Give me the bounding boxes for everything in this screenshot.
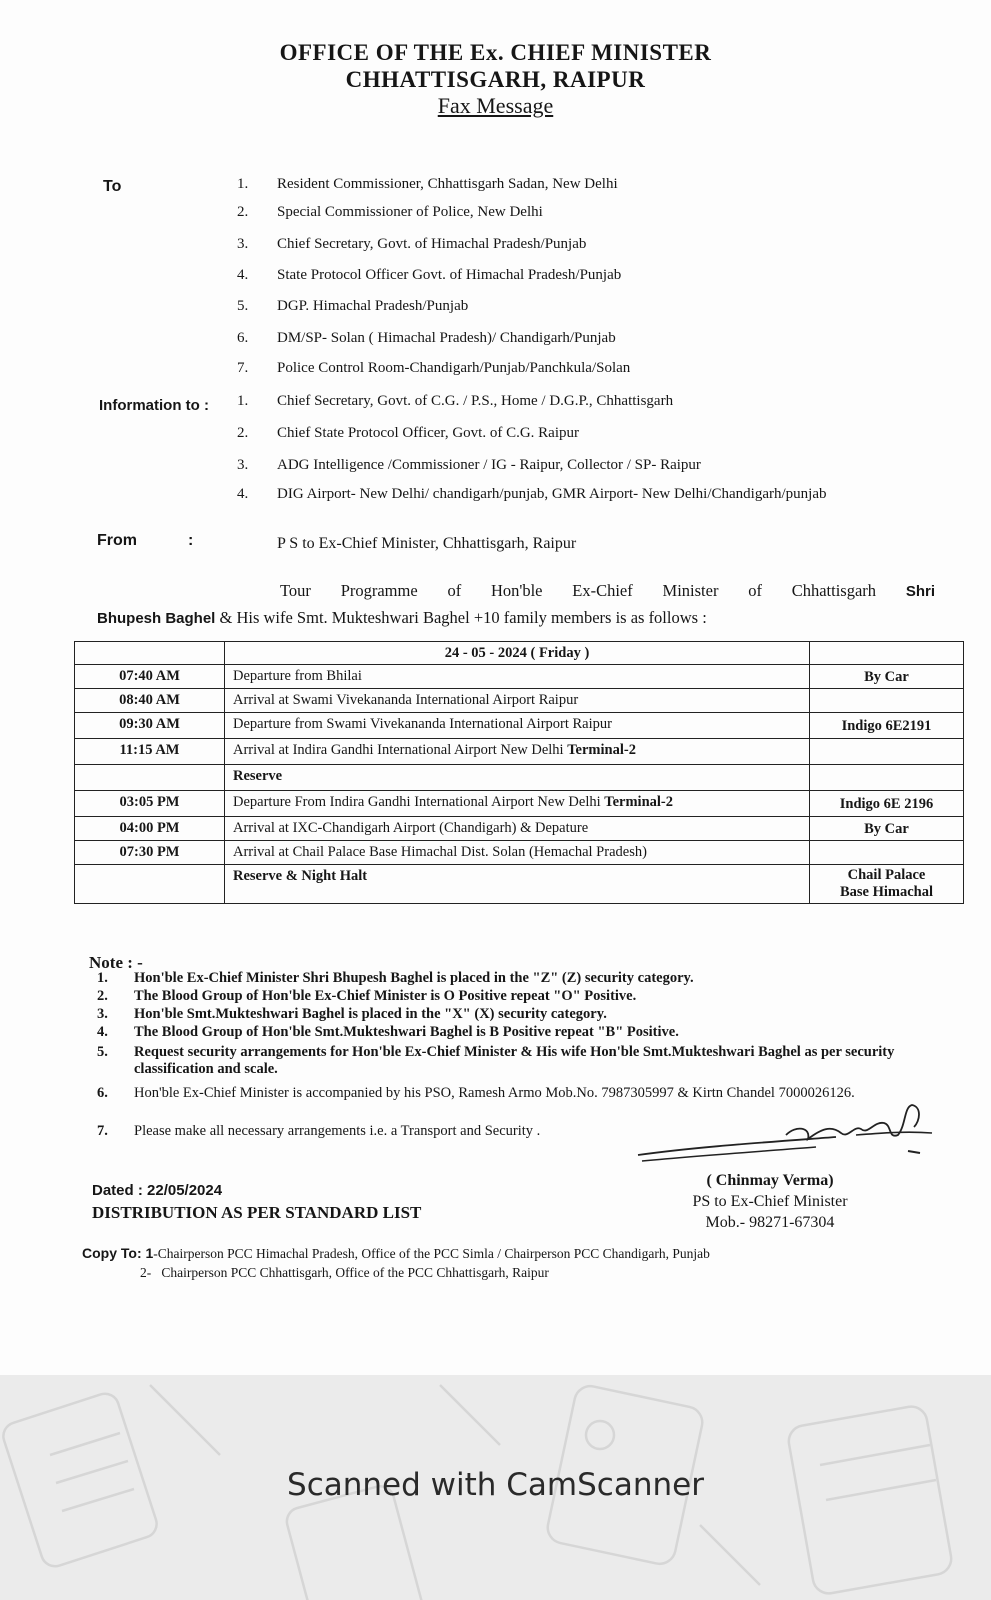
- mode-cell: [810, 765, 964, 791]
- time-cell: 07:30 PM: [75, 841, 225, 865]
- detail-cell: Departure from Swami Vivekananda International Airport Raipur: [225, 713, 810, 739]
- detail-cell: Arrival at Chail Palace Base Himachal Dist. Solan (Hemachal Pradesh): [225, 841, 810, 865]
- time-cell: 09:30 AM: [75, 713, 225, 739]
- fax-document: OFFICE OF THE Ex. CHIEF MINISTER CHHATTISGARH, RAIPUR Fax Message To 1. Resident Commissioner, Chhattisgarh Sadan, New Delhi 2. Special Commissioner of Police, New Delhi 3. Chief Secretary, Govt. of Himachal Pradesh/Punjab 4. State Protocol Officer Govt. of Himachal Pradesh/Punjab 5. DGP. Himachal Pradesh/Punjab 6. DM/SP- Solan ( Himachal Pradesh)/ Chandigarh/Punjab 7. Police Control Room-Chandigarh/Punjab/Panchkula/Solan Information to : 1. Chief Secretary, Govt. of C.G. / P.S., Home / D.G.P., Chhattisgarh 2. Chief State Protocol Officer, Govt. of C.G. Raipur 3. ADG Intelligence /Commissioner / IG - Raipur, Collector / SP- Raipur 4. DIG Airport- New Delhi/ chandigarh/punjab, GMR Airport- New Delhi/Chandigarh/punjab From : P S to Ex-Chief Minister, Chhattisgarh, Raipur Tour Programme of Hon'ble Ex-Chief Minister of Chhattisgarh Shri Bhupesh Baghel & His wife Smt. Mukteshwari Baghel +10 family members is as follows : 24 - 05 - 2024 ( Friday ) 07:40 AM Departure from Bhilai By Car 08:40 AM Arrival at Swami Vivekananda International Airport Raipur 09:30 AM Departure from Swami Vivekananda International Airport Raipur Indigo 6E2191 11:15 AM Arrival at Indira Gandhi International Airport New Delhi Terminal-2 Reserve 03:05 PM Departure From Indira Gandhi International Airport New Delhi Terminal-2 Indigo 6E 2196 04:00 PM Arrival at IXC-Chandigarh Airport (Chandigarh) & Depature By Car 07:30 PM Arrival at Chail Palace Base Himachal Dist. Solan (Hemachal Pradesh) Reserve & Night Halt Chail Palace Base Himachal Note : - 1. Hon'ble Ex-Chief Minister Shri Bhupesh Baghel is placed in the "Z" (Z) security category. 2. The Blood Group of Hon'ble Ex-Chief Minister is O Positive repeat "O" Positive. 3. Hon'ble Smt.Mukteshwari Baghel is placed in the "X" (X) security category. 4. The Blood Group of Hon'ble Smt.Mukteshwari Baghel is B Positive repeat "B" Positive. 5. Request security arrangements for Hon'ble Ex-Chief Minister & His wife Hon'ble Smt.Mukteshwari Baghel as per security classification and scale. 6. Hon'ble Ex-Chief Minister is accompanied by his PSO, Ramesh Armo Mob.No. 7987305997 & Kirtn Chandel 7000026126. 7. Please make all necessary arrangements i.e. a Transport and Security . ( Chinmay Verma) PS to Ex-Chief Minister Mob.- 98271-67304 Dated : 22/05/2024 DISTRIBUTION AS PER STANDARD LIST Copy To: 1-Chairperson PCC Himachal Pradesh, Office of the PCC Simla / Chairperson PCC Chandigarh, Punjab 2- Chairperson PCC Chhattisgarh, Office of the PCC Chhattisgarh, Raipur: [0, 0, 991, 1375]
- copy-to-line1: Copy To: 1-Chairperson PCC Himachal Pradesh, Office of the PCC Simla / Chairperson PCC Chandigarh, Punjab: [82, 1245, 710, 1261]
- mode-cell: By Car: [810, 665, 964, 689]
- time-cell: 08:40 AM: [75, 689, 225, 713]
- office-location: CHHATTISGARH, RAIPUR: [345, 67, 646, 92]
- detail-cell: Departure From Indira Gandhi International Airport New Delhi Terminal-2: [225, 791, 810, 817]
- signature-mark: [636, 1095, 936, 1170]
- time-cell: [75, 765, 225, 791]
- table-row: [75, 665, 964, 689]
- table-row: [75, 817, 964, 841]
- detail-cell: Reserve: [225, 765, 810, 791]
- mode-cell: Indigo 6E2191: [810, 713, 964, 739]
- mode-cell: [810, 841, 964, 865]
- office-title: OFFICE OF THE Ex. CHIEF MINISTER: [279, 40, 712, 65]
- mode-cell: [810, 739, 964, 765]
- schedule-date-row: [75, 642, 964, 665]
- time-cell: [75, 865, 225, 904]
- detail-cell: Reserve & Night Halt: [225, 865, 810, 904]
- time-cell: 11:15 AM: [75, 739, 225, 765]
- detail-cell: Arrival at Indira Gandhi International Airport New Delhi Terminal-2: [225, 739, 810, 765]
- signatory-name: ( Chinmay Verma): [706, 1172, 834, 1189]
- time-cell: 07:40 AM: [75, 665, 225, 689]
- signatory-designation: PS to Ex-Chief Minister: [692, 1193, 848, 1210]
- time-cell: 03:05 PM: [75, 791, 225, 817]
- mode-cell: [810, 689, 964, 713]
- note-heading: Note : -: [89, 953, 143, 972]
- dated-line: Dated : 22/05/2024: [92, 1182, 223, 1199]
- to-label: To: [103, 178, 122, 195]
- document-type: Fax Message: [437, 93, 554, 118]
- mode-cell: By Car: [810, 817, 964, 841]
- from-colon: :: [188, 532, 194, 549]
- schedule-table: [74, 641, 964, 904]
- copy-to-line2: 2- Chairperson PCC Chhattisgarh, Office of the PCC Chhattisgarh, Raipur: [140, 1265, 549, 1280]
- signatory-block: [650, 1170, 890, 1233]
- detail-cell: Departure from Bhilai: [225, 665, 810, 689]
- tour-intro-line1: Tour Programme of Hon'ble Ex-Chief Minister of Chhattisgarh Shri: [280, 581, 936, 600]
- table-cell: [810, 642, 964, 665]
- table-row: [75, 791, 964, 817]
- mode-cell: Indigo 6E 2196: [810, 791, 964, 817]
- detail-cell: Arrival at Swami Vivekananda International Airport Raipur: [225, 689, 810, 713]
- detail-cell: Arrival at IXC-Chandigarh Airport (Chandigarh) & Depature: [225, 817, 810, 841]
- table-row: [75, 841, 964, 865]
- scanner-footer: [0, 1375, 991, 1600]
- information-label: Information to :: [99, 397, 209, 414]
- table-row: [75, 865, 964, 904]
- table-row: [75, 739, 964, 765]
- signatory-mobile: Mob.- 98271-67304: [705, 1214, 835, 1231]
- schedule-date: 24 - 05 - 2024 ( Friday ): [225, 642, 810, 665]
- from-value: P S to Ex-Chief Minister, Chhattisgarh, Raipur: [277, 535, 577, 552]
- time-cell: 04:00 PM: [75, 817, 225, 841]
- from-label: From: [97, 532, 137, 549]
- distribution-line: DISTRIBUTION AS PER STANDARD LIST: [92, 1203, 422, 1222]
- scanner-watermark-text: Scanned with CamScanner: [287, 1467, 704, 1503]
- mode-cell: Chail Palace Base Himachal: [810, 865, 964, 904]
- table-cell: [75, 642, 225, 665]
- table-row: [75, 713, 964, 739]
- table-row: [75, 765, 964, 791]
- table-row: [75, 689, 964, 713]
- tour-intro-line2: Bhupesh Baghel & His wife Smt. Mukteshwari Baghel +10 family members is as follows :: [97, 608, 707, 627]
